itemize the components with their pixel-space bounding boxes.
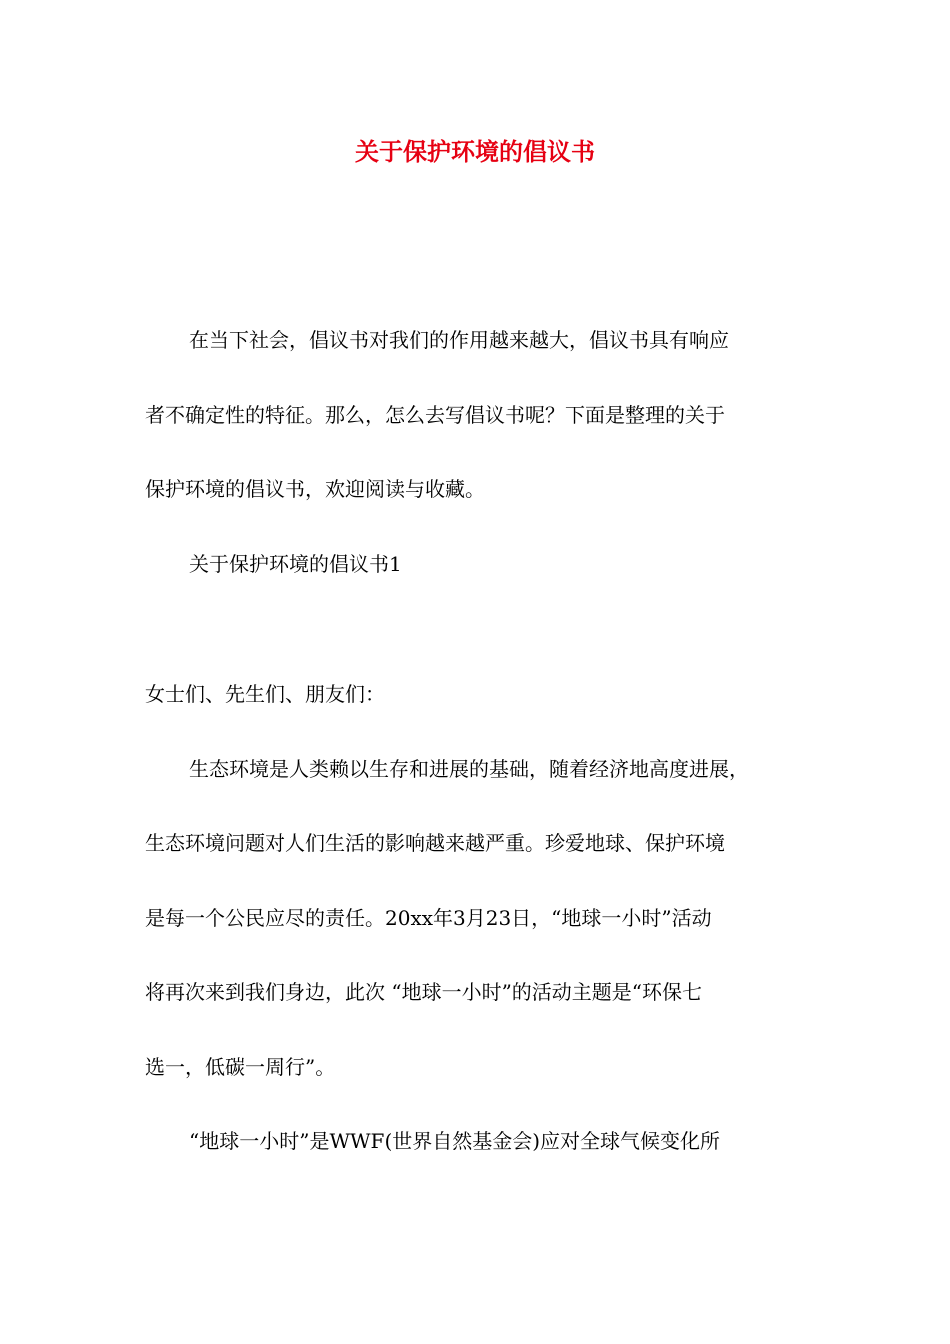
document-title: 关于保护环境的倡议书 — [355, 138, 595, 166]
spacer — [145, 601, 825, 657]
paragraph-line: 选一，低碳一周行”。 — [145, 1054, 336, 1079]
paragraph-line: 生态环境是人类赖以生存和进展的基础，随着经济地高度进展， — [189, 756, 749, 781]
paragraph-line: 是每一个公民应尽的责任。20xx年3月23日，“地球一小时”活动 — [145, 905, 712, 930]
paragraph-line: 生态环境问题对人们生活的影响越来越严重。珍爱地球、保护环境 — [145, 831, 725, 855]
section-heading: 关于保护环境的倡议书1 — [189, 551, 402, 576]
paragraph-line: 在当下社会，倡议书对我们的作用越来越大，倡议书具有响应 — [189, 328, 729, 352]
document-body — [145, 303, 825, 1179]
paragraph-line: “地球一小时”是WWF(世界自然基金会)应对全球气候变化所 — [189, 1129, 721, 1153]
paragraph-line: 者不确定性的特征。那么，怎么去写倡议书呢？下面是整理的关于 — [145, 402, 725, 427]
salutation: 女士们、先生们、朋友们： — [145, 682, 385, 706]
paragraph-line: 将再次来到我们身边，此次 “地球一小时”的活动主题是“环保七 — [145, 980, 703, 1004]
paragraph-line: 保护环境的倡议书，欢迎阅读与收藏。 — [145, 477, 485, 501]
